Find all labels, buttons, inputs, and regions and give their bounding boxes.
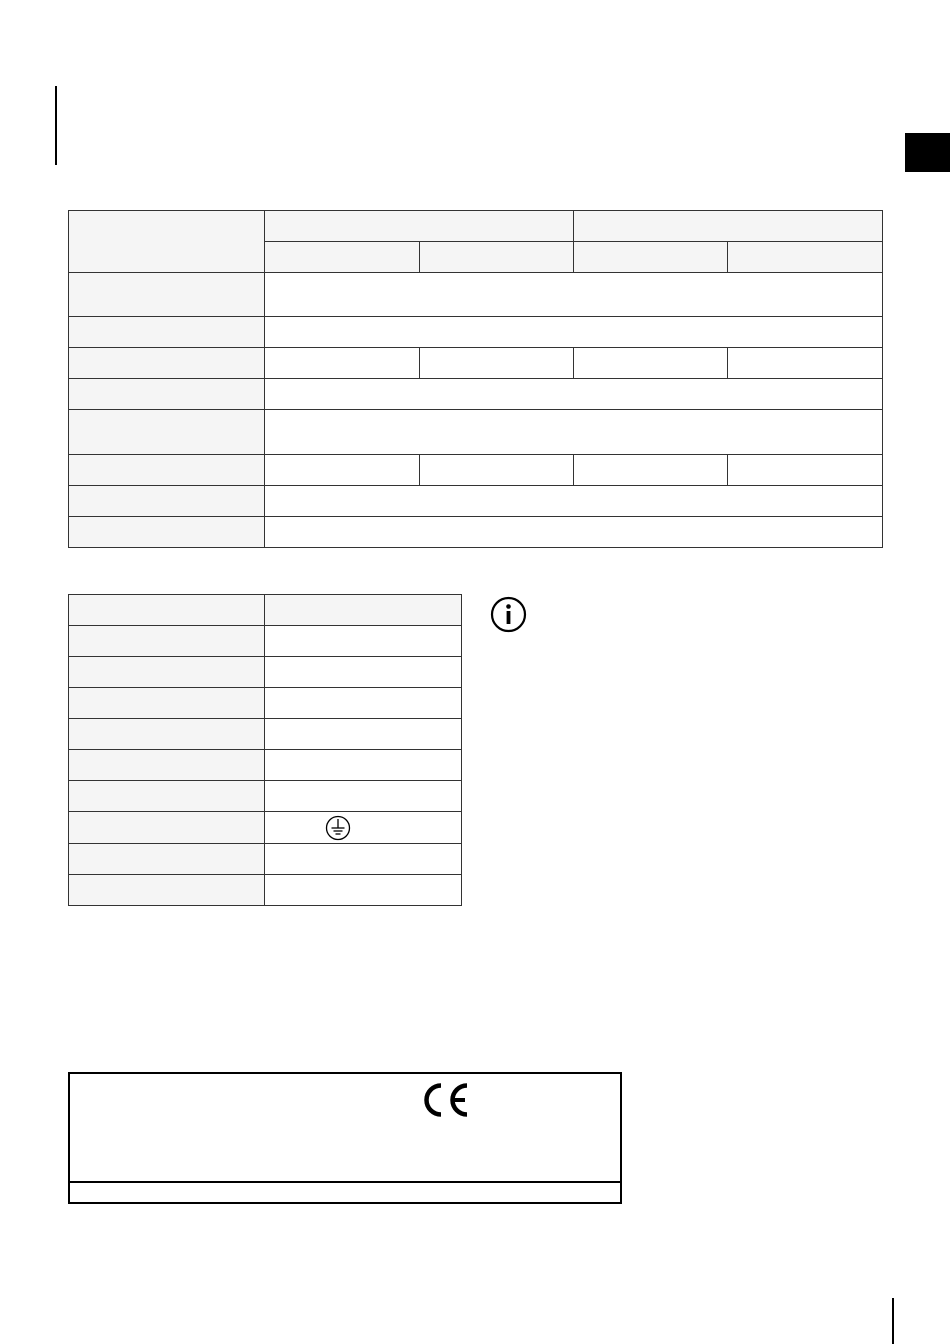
table-cell: [69, 781, 265, 812]
table-row: [69, 595, 462, 626]
table-row: [69, 626, 462, 657]
table-row: [69, 844, 462, 875]
table-row: [69, 875, 462, 906]
table-cell: [265, 657, 462, 688]
table-row: [69, 812, 462, 844]
table-cell: [265, 211, 574, 242]
table-cell: [69, 317, 265, 348]
table-cell: [728, 348, 883, 379]
table-row: [69, 657, 462, 688]
table-cell: [265, 379, 883, 410]
table-cell: [69, 211, 265, 273]
table-cell: [69, 517, 265, 548]
table-cell: [69, 273, 265, 317]
table-cell: [265, 844, 462, 875]
table-row: [69, 486, 883, 517]
table-cell: [69, 379, 265, 410]
table-cell: [265, 410, 883, 455]
table-row: [69, 750, 462, 781]
margin-rule-top: [55, 86, 57, 165]
table-cell: [69, 595, 265, 626]
table-cell: [265, 242, 420, 273]
table-cell: [265, 273, 883, 317]
table-cell: [265, 719, 462, 750]
table-row: [69, 379, 883, 410]
table-cell: [574, 211, 883, 242]
table-row: [69, 517, 883, 548]
margin-rule-bottom: [892, 1298, 894, 1344]
chapter-tab-marker: [905, 133, 950, 172]
table-cell: [574, 455, 728, 486]
protective-earth-icon: [325, 815, 351, 841]
table-cell: [69, 486, 265, 517]
table-cell: [265, 486, 883, 517]
table-cell: [265, 750, 462, 781]
table-row: [69, 688, 462, 719]
table-cell: [265, 317, 883, 348]
table-cell: [265, 626, 462, 657]
table-cell: [420, 348, 574, 379]
table-row: [69, 348, 883, 379]
table-cell: [69, 719, 265, 750]
table-row: [69, 317, 883, 348]
electrical-table: [68, 594, 462, 906]
table-cell: [69, 657, 265, 688]
table-cell: [69, 410, 265, 455]
table-cell: [574, 348, 728, 379]
table-cell: [69, 875, 265, 906]
table-cell: [69, 626, 265, 657]
table-cell: [728, 242, 883, 273]
table-cell: [265, 812, 462, 844]
table-cell: [728, 455, 883, 486]
table-row: [69, 273, 883, 317]
table-cell: [69, 688, 265, 719]
table-cell: [265, 688, 462, 719]
table-cell: [265, 875, 462, 906]
ce-label-box: [68, 1072, 622, 1204]
ce-label-footer: [70, 1181, 620, 1206]
table-cell: [265, 455, 420, 486]
table-cell: [265, 781, 462, 812]
table-cell: [420, 455, 574, 486]
table-cell: [574, 242, 728, 273]
specification-table: [68, 210, 883, 548]
table-row: [69, 410, 883, 455]
table-row: [69, 719, 462, 750]
table-cell: [420, 242, 574, 273]
table-cell: [265, 595, 462, 626]
ce-mark-icon: [422, 1082, 470, 1118]
table-cell: [265, 517, 883, 548]
table-cell: [69, 750, 265, 781]
table-row: [69, 211, 883, 242]
table-row: [69, 455, 883, 486]
table-cell: [69, 348, 265, 379]
table-cell: [69, 455, 265, 486]
table-cell: [69, 812, 265, 844]
table-row: [69, 781, 462, 812]
info-circle-icon: [490, 596, 527, 633]
table-cell: [69, 844, 265, 875]
table-cell: [265, 348, 420, 379]
